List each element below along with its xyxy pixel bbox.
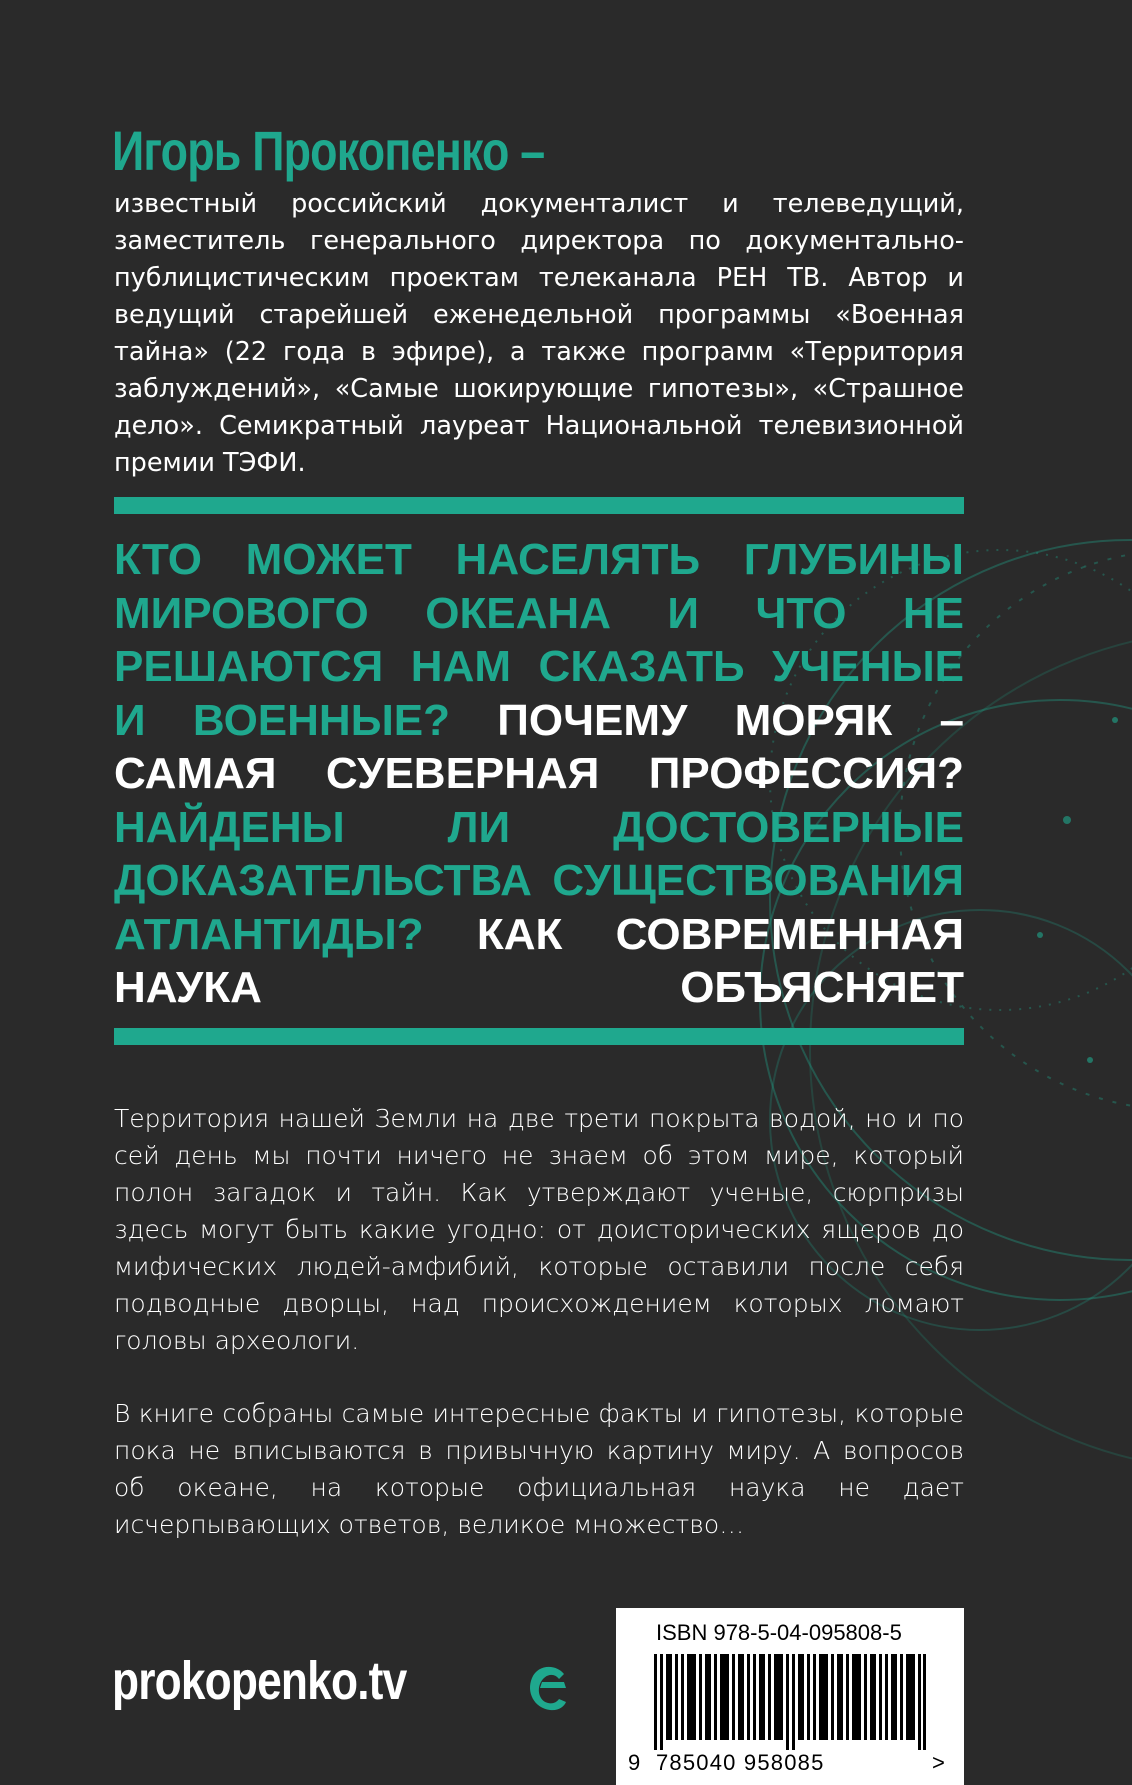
ean-digits: 785040 958085 xyxy=(656,1750,825,1775)
eksmo-e-logo-icon xyxy=(526,1660,570,1714)
isbn-number: ISBN 978-5-04-095808-5 xyxy=(656,1620,902,1645)
question-4: КАК СОВРЕМЕННАЯ НАУКА ОБЪЯСНЯЕТ xyxy=(114,909,964,1012)
ean-first-digit: 9 xyxy=(628,1750,641,1775)
author-heading: Игорь Прокопенко – xyxy=(112,119,545,182)
description-paragraph-2: В книге собраны самые интересные факты и гипотезы, которые пока не вписываются в привычную картину миру. А вопросов об океане, на которые официальная наука не дает исчерпывающих ответов, великое множество… xyxy=(114,1399,964,1539)
isbn-barcode-box xyxy=(616,1608,964,1785)
barcode xyxy=(654,1654,926,1750)
website-link[interactable]: prokopenko.tv xyxy=(112,1651,407,1711)
author-bio: известный российский документалист и телеведущий, заместитель генерального директора по документально-публицистическим проектам телеканала РЕН ТВ. Автор и ведущий старейшей еженедельной программы «Военная тайна» (22 года в эфире), а также программ «Территория заблуждений», «Самые шокирующие гипотезы», «Страшное дело». Семикратный лауреат Национальной телевизионной премии ТЭФИ. xyxy=(114,189,964,478)
question-3: НАЙДЕНЫ ЛИ ДОСТОВЕРНЫЕ ДОКАЗАТЕЛЬСТВА СУЩЕСТВОВАНИЯ АТЛАНТИДЫ? xyxy=(114,802,964,959)
question-1: КТО МОЖЕТ НАСЕЛЯТЬ ГЛУБИНЫ МИРОВОГО ОКЕАНА И ЧТО НЕ РЕШАЮТСЯ НАМ СКАЗАТЬ УЧЕНЫЕ И ВОЕННЫЕ? xyxy=(114,535,964,745)
ean-end-marker: > xyxy=(932,1750,945,1775)
accent-bar-top xyxy=(114,497,964,514)
accent-bar-bottom xyxy=(114,1028,964,1045)
description-paragraph-1: Территория нашей Земли на две трети покрыта водой, но и по сей день мы почти ничего не знаем об этом мире, который полон загадок и тайн. Как утверждают ученые, сюрпризы здесь могут быть какие угодно: от доисторических ящеров до мифических людей-амфибий, которые оставили после себя подводные дворцы, над происхождением которых ломают головы археологи. xyxy=(114,1104,964,1355)
question-2: ПОЧЕМУ МОРЯК – САМАЯ СУЕВЕРНАЯ ПРОФЕССИЯ? xyxy=(114,695,964,798)
questions-block xyxy=(114,533,964,1013)
